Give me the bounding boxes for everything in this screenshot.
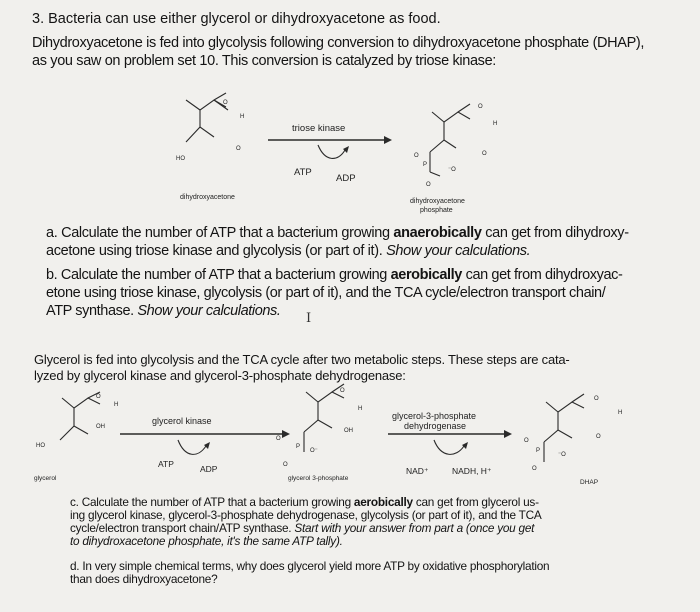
atom-o-13: O — [524, 438, 529, 444]
intro-line-2: Dihydroxyacetone is fed into glycolysis following conversion to dihydroxyacetone phosphate (DHAP), — [32, 35, 645, 51]
atom-o-4: O — [482, 151, 487, 157]
dhap-label: DHAP — [580, 479, 599, 486]
intro-line-1: 3. Bacteria can use either glycerol or dihydroxyacetone as food. — [32, 11, 441, 27]
atom-h-4: H — [358, 406, 363, 412]
atom-ho-1: HO — [176, 156, 185, 162]
dhap-label-line-2: phosphate — [420, 207, 453, 214]
triose-kinase-label: triose kinase — [292, 123, 346, 134]
qb-text-3: ATP synthase. — [46, 303, 138, 319]
glycerol-intro-line-2: lyzed by glycerol kinase and glycerol-3-phosphate dehydrogenase: — [34, 367, 406, 383]
adp-label-1: ADP — [336, 173, 356, 184]
atom-p-1: P — [423, 162, 428, 168]
atp-label-2: ATP — [158, 459, 174, 469]
atom-neg-o-1: ⁻O — [448, 167, 456, 173]
g3p-dh-label-line-2: dehydrogenase — [404, 421, 467, 431]
qa-text-2: can get from dihydroxy- — [481, 225, 629, 241]
atom-o-14: O — [532, 466, 537, 472]
qb-italic: Show your calculations. — [137, 303, 281, 319]
dihydroxyacetone-label: dihydroxyacetone — [180, 194, 235, 201]
atom-o-8: O — [340, 388, 345, 394]
atom-o-2: O — [236, 146, 241, 152]
atom-o-6: O — [426, 182, 431, 188]
atom-o-10: O — [283, 462, 288, 468]
qa-bold: anaerobically — [393, 225, 482, 241]
question-d — [70, 560, 549, 586]
g3p-label: glycerol 3-phosphate — [288, 475, 349, 482]
nadh-label: NADH, H⁺ — [452, 466, 492, 476]
glycerol-kinase-arrowhead — [282, 430, 290, 438]
g3p-dh-label-line-1: glycerol-3-phosphate — [392, 411, 477, 421]
dhap-structure-2 — [524, 394, 622, 472]
qc-italic-1: Start with your answer from part a (once you get — [294, 521, 535, 535]
nad-label: NAD⁺ — [406, 466, 429, 476]
atom-p-2: P — [296, 444, 301, 450]
atom-o-neg-1: O⁻ — [310, 448, 318, 454]
atom-o-11: O — [594, 396, 599, 402]
nad-curve — [434, 440, 464, 454]
question-d-line-2: than does dihydroxyacetone? — [70, 572, 218, 586]
atom-o-7: O — [96, 394, 101, 400]
glycerol-intro-line-1: Glycerol is fed into glycolysis and the TCA cycle after two metabolic steps. These steps are cata- — [34, 352, 570, 367]
atom-p-3: P — [536, 448, 541, 454]
qa-text-3: acetone using triose kinase and glycolysis (or part of it). — [46, 243, 387, 259]
question-c — [70, 496, 542, 548]
question-c-line-4 — [70, 535, 542, 548]
qb-text-2: can get from dihydroxyac- — [461, 267, 623, 283]
atom-oh-2: OH — [344, 428, 353, 434]
atom-o-1: O — [223, 100, 228, 106]
g3p-dehydrogenase-arrowhead — [504, 430, 512, 438]
question-b-line-2: etone using triose kinase, glycolysis (or part of it), and the TCA cycle/electron transport chain/ — [46, 285, 606, 301]
glycerol-kinase-label: glycerol kinase — [152, 416, 212, 426]
atom-o-5: O — [414, 153, 419, 159]
glycerol-label: glycerol — [34, 475, 57, 482]
atom-o-3: O — [478, 104, 483, 110]
question-c-line-2: ing glycerol kinase, glycerol-3-phosphate dehydrogenase, glycolysis (or part of it), and the TCA — [70, 508, 542, 522]
adp-label-2: ADP — [200, 464, 218, 474]
question-d-line-1: d. In very simple chemical terms, why does glycerol yield more ATP by oxidative phosphorylation — [70, 559, 550, 573]
qc-text-3: cycle/electron transport chain/ATP synthase. — [70, 521, 295, 535]
atom-h-5: H — [618, 410, 623, 416]
atom-h-3: H — [114, 402, 119, 408]
qc-bold: aerobically — [353, 495, 413, 509]
atp-label-1: ATP — [294, 167, 312, 178]
intro-line-3: as you saw on problem set 10. This conversion is catalyzed by triose kinase: — [32, 53, 496, 69]
atom-ho-2: HO — [36, 443, 45, 449]
atom-o-9: O — [276, 436, 281, 442]
glycerol-3-phosphate-structure — [276, 384, 362, 468]
atp-curve-2 — [178, 440, 206, 454]
atom-o-12: O — [596, 434, 601, 440]
glycerol-structure — [36, 392, 118, 449]
qc-text-2: can get from glycerol us- — [412, 495, 539, 509]
qa-text-1: a. Calculate the number of ATP that a bacterium growing — [46, 225, 394, 241]
atom-h-1: H — [240, 114, 245, 120]
atom-neg-o-2: ⁻O — [558, 452, 566, 458]
atom-h-2: H — [493, 121, 498, 127]
atom-oh-1: OH — [96, 424, 105, 430]
qa-italic: Show your calculations. — [386, 243, 531, 259]
qc-text-1: c. Calculate the number of ATP that a bacterium growing — [70, 495, 354, 509]
qc-italic-2: to dihydroxacetone phosphate, it's the same ATP tally). — [70, 534, 343, 548]
dhap-label-line-1: dihydroxyacetone — [410, 198, 465, 205]
qb-text-1: b. Calculate the number of ATP that a bacterium growing — [46, 267, 391, 283]
text-cursor: I — [306, 311, 312, 326]
qb-bold: aerobically — [390, 267, 462, 283]
